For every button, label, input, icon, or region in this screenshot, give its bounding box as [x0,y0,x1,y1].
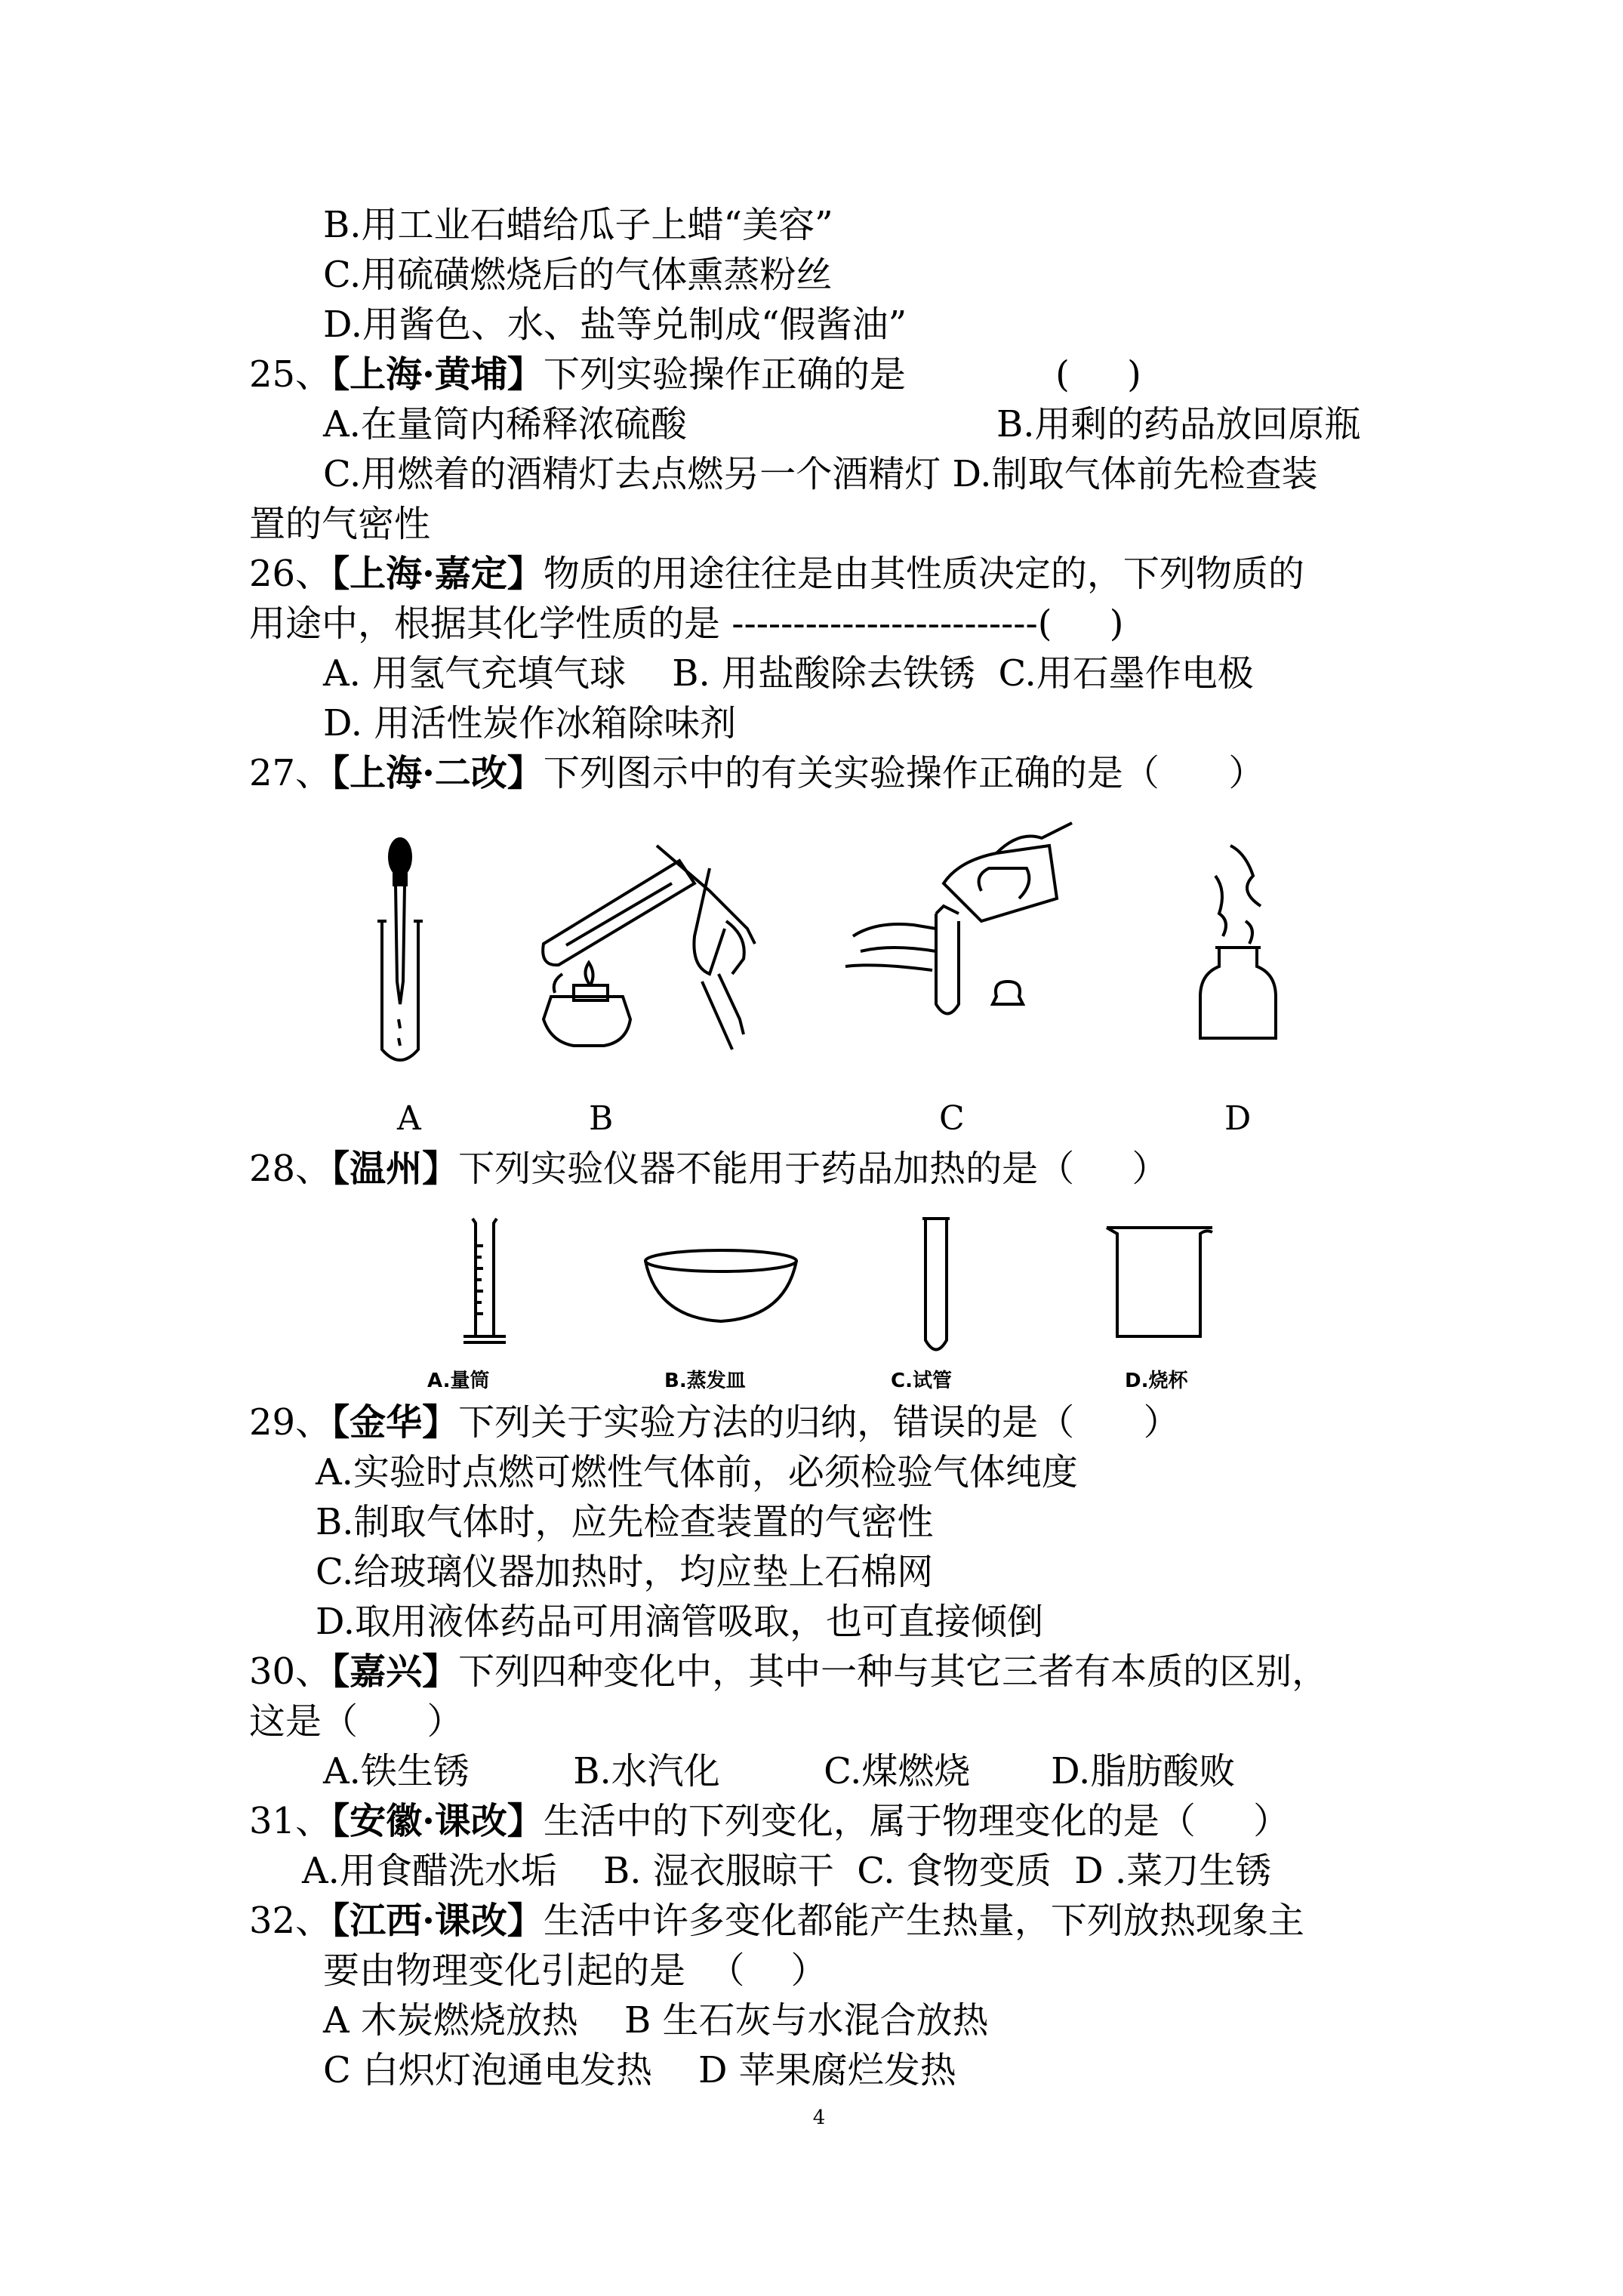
q26-stem-continued: 用途中，根据其化学性质的是 -------------------------( ) [249,603,1124,645]
q29-option-c: C.给玻璃仪器加热时，均应垫上石棉网 [316,1551,934,1593]
q29-stem: 下列关于实验方法的归纳，错误的是（ ） [458,1401,1180,1444]
q31-source-tag: 【安徽·课改】 [331,1800,544,1842]
q29-source-tag: 【金华】 [331,1401,459,1444]
q31-options: A.用食醋洗水垢 B. 湿衣服晾干 C. 食物变质 D .菜刀生锈 [302,1850,1272,1892]
q27-label-a: A [397,1099,421,1138]
q26-options-abc: A. 用氢气充填气球 B. 用盐酸除去铁锈 C.用石墨作电极 [323,652,1254,695]
q26-stem: 物质的用途往往是由其性质决定的，下列物质的 [543,553,1304,595]
q29-option-a: A.实验时点燃可燃性气体前，必须检验气体纯度 [316,1451,1078,1493]
q30-source-tag: 【嘉兴】 [331,1650,459,1693]
q24-option-b: B.用工业石蜡给瓜子上蜡“美容” [323,204,833,246]
q27-source-tag: 【上海·二改】 [331,752,544,794]
q25-number: 25、 [249,353,332,396]
q32-source-tag: 【江西·课改】 [331,1900,544,1942]
q32-stem-continued: 要由物理变化引起的是 （ ） [323,1949,827,1992]
q28-caption-a: A.量筒 [427,1370,490,1392]
q30-stem: 下列四种变化中，其中一种与其它三者有本质的区别， [458,1650,1329,1693]
q29-stem-line [249,1398,1180,1447]
q32-options-cd: C 白炽灯泡通电发热 D 苹果腐烂发热 [323,2049,956,2091]
q25-option-d-continued: 置的气密性 [249,503,431,545]
q27-label-c: C [939,1099,965,1138]
q27-stem-line [249,749,1264,797]
q25-option-a: A.在量筒内稀释浓硫酸 [323,403,687,445]
q28-stem: 下列实验仪器不能用于药品加热的是（ ） [458,1148,1169,1190]
q29-option-d: D.取用液体药品可用滴管吸取，也可直接倾倒 [316,1601,1044,1643]
q27-figure-b-heating-test-tube [521,831,770,1057]
page-number: 4 [812,2106,826,2129]
q27-figure-a-dropper-test-tube [355,831,445,1072]
q28-figure-evaporating-dish [642,1246,800,1329]
q30-stem-line [249,1647,1328,1696]
q31-stem: 生活中的下列变化，属于物理变化的是（ ） [543,1800,1290,1842]
q28-number: 28、 [249,1148,332,1190]
q31-stem-line [249,1797,1289,1845]
q30-number: 30、 [249,1650,332,1693]
q24-option-c: C.用硫磺燃烧后的气体熏蒸粉丝 [323,254,833,296]
q26-source-tag: 【上海·嘉定】 [331,553,544,595]
q25-option-b: B.用剩的药品放回原瓶 [996,403,1361,445]
q29-option-b: B.制取气体时，应先检查装置的气密性 [316,1501,934,1543]
q28-source-tag: 【温州】 [331,1148,459,1190]
q30-options: A.铁生锈 B.水汽化 C.煤燃烧 D.脂肪酸败 [323,1750,1236,1792]
q28-stem-line [249,1145,1168,1193]
q28-figure-test-tube [913,1216,959,1359]
q27-label-b: B [589,1099,614,1138]
q28-figure-graduated-cylinder [453,1216,513,1351]
q28-caption-b: B.蒸发皿 [664,1370,746,1392]
q25-option-cd: C.用燃着的酒精灯去点燃另一个酒精灯 D.制取气体前先检查装 [323,453,1318,495]
q24-option-d: D.用酱色、水、盐等兑制成“假酱油” [323,304,907,346]
q27-stem: 下列图示中的有关实验操作正确的是（ ） [543,752,1265,794]
q26-stem-line [249,550,1304,598]
q26-option-d: D. 用活性炭作冰箱除味剂 [323,702,737,744]
q28-figure-beaker [1102,1223,1215,1344]
q32-stem: 生活中许多变化都能产生热量，下列放热现象主 [543,1900,1304,1942]
q25-stem: 下列实验操作正确的是 ( ) [543,353,1141,396]
q27-number: 27、 [249,752,332,794]
q32-options-ab: A 木炭燃烧放热 B 生石灰与水混合放热 [323,1999,989,2042]
q31-number: 31、 [249,1800,332,1842]
q27-label-d: D [1224,1099,1252,1138]
q32-number: 32、 [249,1900,332,1942]
q29-number: 29、 [249,1401,332,1444]
q26-number: 26、 [249,553,332,595]
q32-stem-line [249,1897,1304,1945]
q25-source-tag: 【上海·黄埔】 [331,353,544,396]
q28-caption-d: D.烧杯 [1125,1370,1188,1392]
q30-stem-continued: 这是（ ） [249,1700,463,1743]
q27-figure-c-pouring-liquid [845,823,1087,1049]
q28-caption-c: C.试管 [891,1370,952,1392]
q27-figure-d-bottle-smelling [1185,846,1298,1049]
q25-stem-line [249,350,1141,399]
